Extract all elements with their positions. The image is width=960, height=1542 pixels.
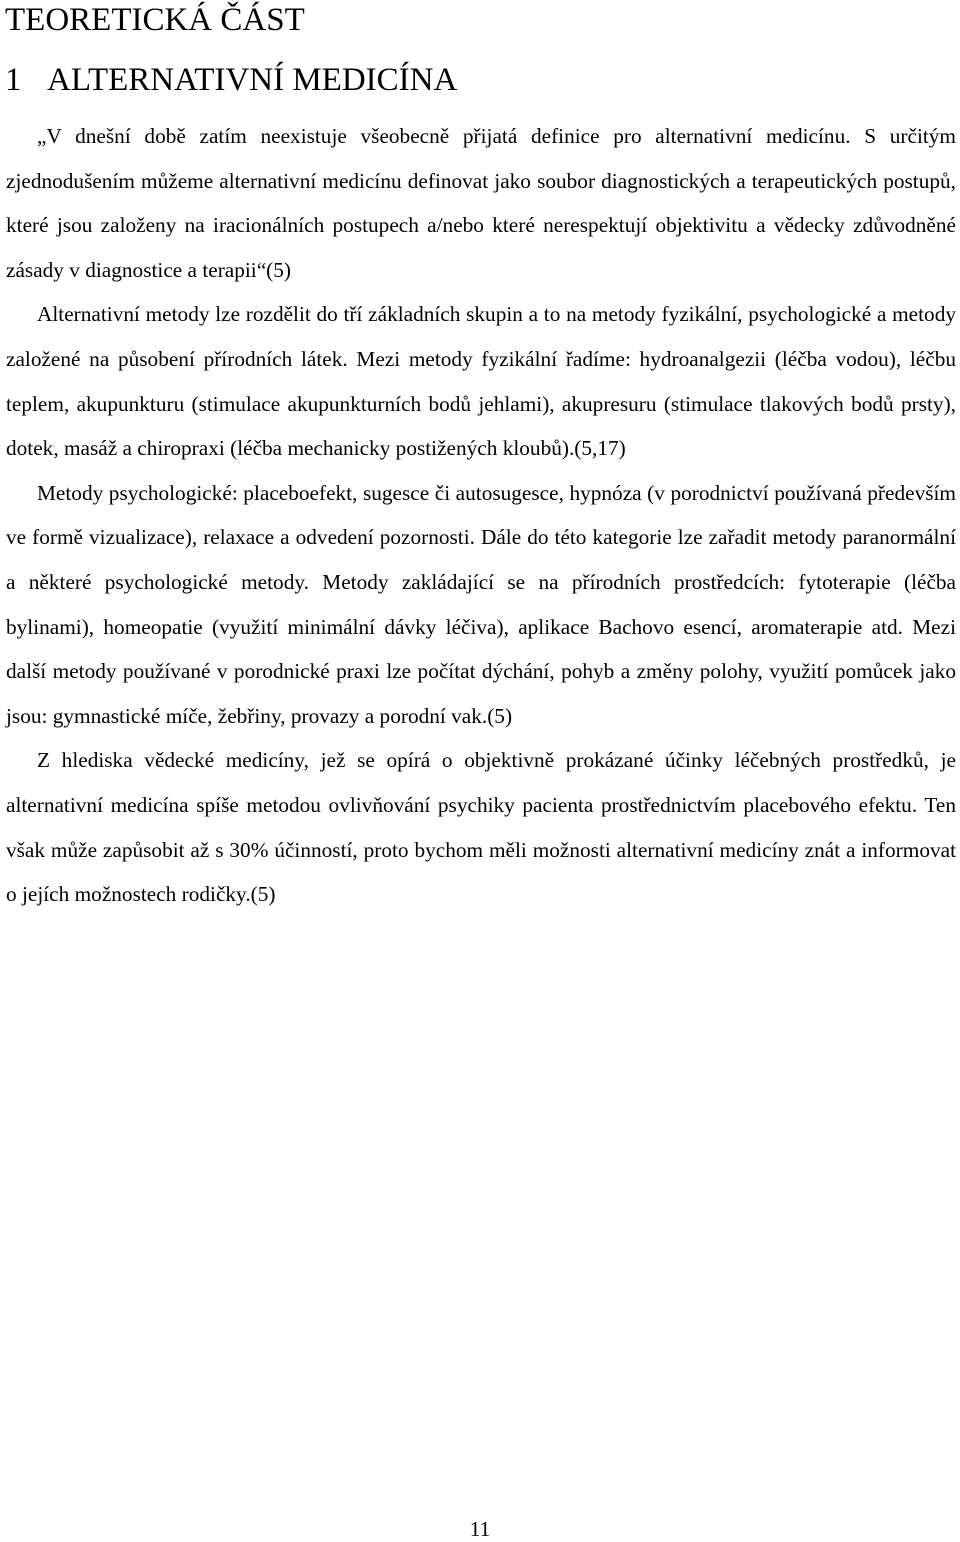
chapter-number: 1: [5, 62, 22, 98]
paragraph-definition-quote: „V dnešní době zatím neexistuje všeobecně přijatá definice pro alternativní medicínu. S určitým zjednodušením můžeme alternativní medicínu definovat jako soubor diagnostických a terapeutických postupů, které jsou založeny na iracionálních postupech a/nebo které nerespektují objektivitu a vědecky zdůvodněné zásady v diagnostice a terapii“(5): [6, 124, 956, 282]
paragraph-scientific-view: Z hlediska vědecké medicíny, jež se opírá o objektivně prokázané účinky léčebných prostředků, je alternativní medicína spíše metodou ovlivňování psychiky pacienta prostřednictvím placebového efektu. Ten však může zapůsobit až s 30% účinností, proto bychom měli možnosti alternativní medicíny znát a informovat o jejích možnostech rodičky.(5): [6, 748, 956, 907]
part-title: TEORETICKÁ ČÁST: [5, 2, 305, 38]
paragraph-physical-methods: Alternativní metody lze rozdělit do tří základních skupin a to na metody fyzikální, psychologické a metody založené na působení přírodních látek. Mezi metody fyzikální řadíme: hydroanalgezii (léčba vodou), léčbu teplem, akupunkturu (stimulace akupunkturních bodů jehlami), akupresuru (stimulace tlakových bodů prsty), dotek, masáž a chiropraxi (léčba mechanicky postižených kloubů).(5,17): [6, 302, 956, 461]
chapter-heading: [5, 60, 457, 100]
page-number: 11: [469, 1517, 491, 1541]
paragraph-psychological-methods: Metody psychologické: placeboefekt, sugesce či autosugesce, hypnóza (v porodnictví používaná především ve formě vizualizace), relaxace a odvedení pozornosti. Dále do této kategorie lze zařadit metody paranormální a některé psychologické metody. Metody zakládající se na přírodních prostředcích: fytoterapie (léčba bylinami), homeopatie (využití minimální dávky léčiva), aplikace Bachovo esencí, aromaterapie atd. Mezi další metody používané v porodnické praxi lze počítat dýchání, pohyb a změny polohy, využití pomůcek jako jsou: gymnastické míče, žebřiny, provazy a porodní vak.(5): [6, 480, 956, 728]
body-text: [6, 114, 956, 917]
chapter-title: ALTERNATIVNÍ MEDICÍNA: [47, 62, 458, 98]
